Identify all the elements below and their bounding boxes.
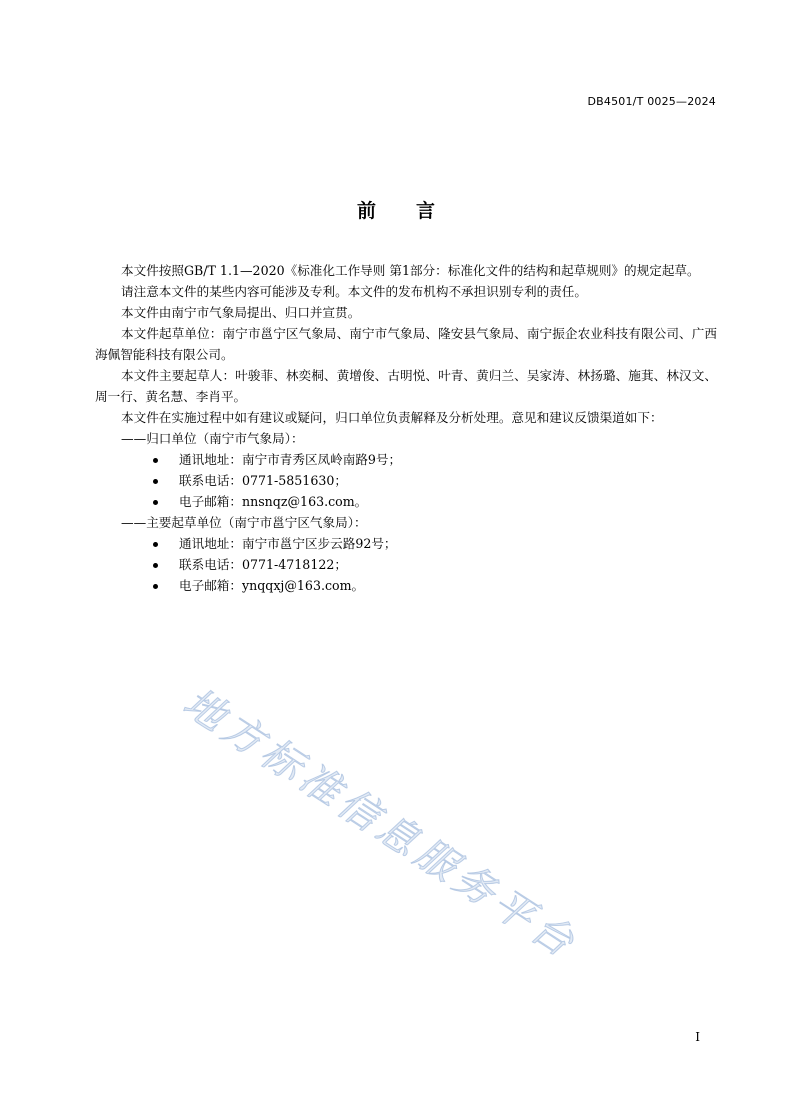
- paragraph-patent-notice: 请注意本文件的某些内容可能涉及专利。本文件的发布机构不承担识别专利的责任。: [121, 284, 587, 299]
- paragraph-drafters: 本文件主要起草人：叶骏菲、林奕桐、黄增俊、古明悦、叶青、黄归兰、吴家涛、林扬璐、施萁、林汉文、周一行、黄名慧、李肖平。: [95, 368, 717, 404]
- contact-heading-owner: ——归口单位（南宁市气象局）：: [121, 431, 304, 446]
- paragraph-proposer: 本文件由南宁市气象局提出、归口并宣贯。: [121, 305, 361, 320]
- contact-owner-address: 通讯地址：南宁市青秀区凤岭南路9号；: [95, 449, 717, 470]
- paragraph-drafting-rules: 本文件按照GB/T 1.1—2020《标准化工作导则 第1部分：标准化文件的结构和起草规则》的规定起草。: [121, 263, 700, 278]
- contact-drafter-email: 电子邮箱：ynqqxj@163.com。: [95, 575, 717, 596]
- contact-drafter-phone: 联系电话：0771-4718122；: [95, 554, 717, 575]
- watermark: 地方标准信息服务平台: [175, 679, 586, 969]
- contact-owner-email: 电子邮箱：nnsnqz@163.com。: [95, 491, 717, 512]
- standard-code: DB4501/T 0025—2024: [587, 95, 716, 108]
- document-body: [95, 260, 717, 596]
- contact-owner-phone: 联系电话：0771-5851630；: [95, 470, 717, 491]
- page-title: 前言: [356, 200, 475, 222]
- paragraph-feedback: 本文件在实施过程中如有建议或疑问，归口单位负责解释及分析处理。意见和建议反馈渠道如下：: [121, 410, 663, 425]
- contact-drafter-address: 通讯地址：南宁市邕宁区步云路92号；: [95, 533, 717, 554]
- page-number: I: [695, 1030, 700, 1044]
- paragraph-drafting-units: 本文件起草单位：南宁市邕宁区气象局、南宁市气象局、隆安县气象局、南宁振企农业科技有限公司、广西海佩智能科技有限公司。: [95, 326, 717, 362]
- contact-heading-drafter: ——主要起草单位（南宁市邕宁区气象局）：: [121, 515, 367, 530]
